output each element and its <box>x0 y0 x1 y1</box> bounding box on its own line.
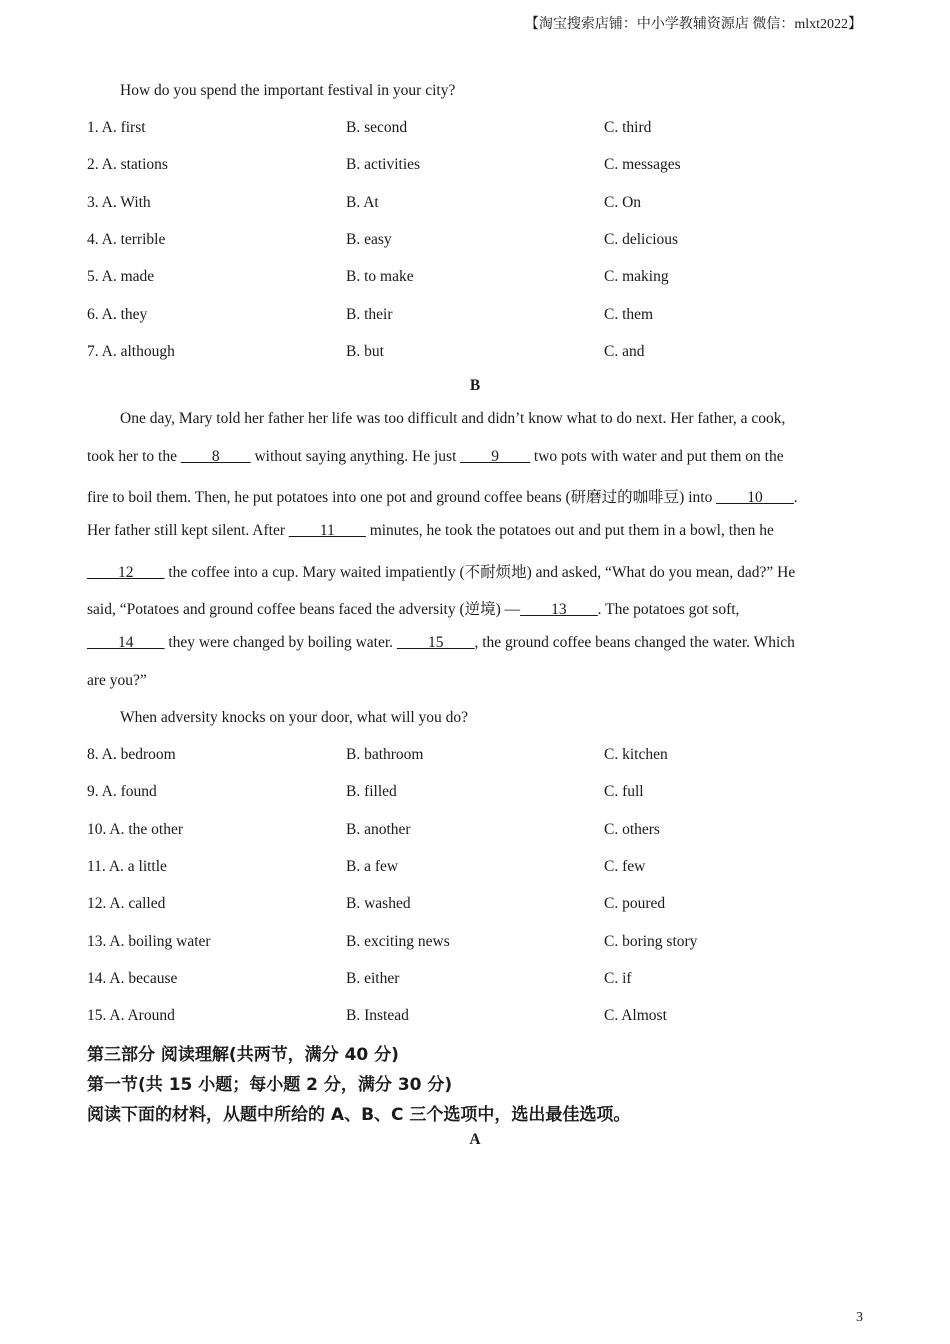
question-row-4 <box>87 231 867 253</box>
option-a[interactable]: 14. A. because <box>87 970 178 987</box>
option-c[interactable]: C. others <box>604 821 660 838</box>
question-row-11 <box>87 858 867 880</box>
option-c[interactable]: C. On <box>604 194 642 211</box>
question-row-8 <box>87 746 867 768</box>
option-b[interactable]: B. bathroom <box>346 746 424 763</box>
blank-8: ____8____ <box>180 448 251 465</box>
option-c[interactable]: C. few <box>604 858 646 875</box>
option-a[interactable]: 8. A. bedroom <box>87 746 176 763</box>
option-c[interactable]: C. them <box>604 306 654 323</box>
option-b[interactable]: B. exciting news <box>346 933 450 950</box>
passage-line-7: ____14____ they were changed by boiling water. ____15____, the ground coffee beans changed the water. Which <box>87 634 795 651</box>
question-row-3 <box>87 194 867 216</box>
option-a[interactable]: 13. A. boiling water <box>87 933 211 950</box>
blank-12: ____12____ <box>87 564 165 581</box>
option-c[interactable]: C. kitchen <box>604 746 668 763</box>
part3-subtitle: 第一节(共 15 小题；每小题 2 分，满分 30 分) <box>87 1075 453 1095</box>
option-a[interactable]: 1. A. first <box>87 119 146 136</box>
blank-13: ____13____ <box>520 601 598 618</box>
option-b[interactable]: B. a few <box>346 858 399 875</box>
option-b[interactable]: B. either <box>346 970 400 987</box>
option-a[interactable]: 2. A. stations <box>87 156 168 173</box>
blank-14: ____14____ <box>87 634 165 651</box>
question-row-5 <box>87 268 867 290</box>
passage-line-5: ____12____ the coffee into a cup. Mary waited impatiently (不耐烦地) and asked, “What do you mean, dad?” He <box>87 564 796 581</box>
option-c[interactable]: C. Almost <box>604 1007 667 1024</box>
option-c[interactable]: C. delicious <box>604 231 679 248</box>
option-b[interactable]: B. washed <box>346 895 411 912</box>
blank-9: ____9____ <box>460 448 531 465</box>
option-b[interactable]: B. filled <box>346 783 397 800</box>
question-row-12 <box>87 895 867 917</box>
option-c[interactable]: C. making <box>604 268 669 285</box>
option-b[interactable]: B. to make <box>346 268 414 285</box>
option-c[interactable]: C. boring story <box>604 933 698 950</box>
option-b[interactable]: B. another <box>346 821 411 838</box>
option-a[interactable]: 11. A. a little <box>87 858 167 875</box>
passage-line-1: One day, Mary told her father her life was too difficult and didn’t know what to do next. Her father, a cook, <box>120 410 786 427</box>
option-b[interactable]: B. At <box>346 194 379 211</box>
option-c[interactable]: C. third <box>604 119 652 136</box>
option-c[interactable]: C. if <box>604 970 632 987</box>
question-row-10 <box>87 821 867 843</box>
option-b[interactable]: B. second <box>346 119 408 136</box>
intro-question: How do you spend the important festival in your city? <box>120 82 456 99</box>
option-a[interactable]: 5. A. made <box>87 268 155 285</box>
question-row-9 <box>87 783 867 805</box>
blank-15: ____15____ <box>396 634 475 651</box>
option-a[interactable]: 12. A. called <box>87 895 166 912</box>
option-b[interactable]: B. easy <box>346 231 392 248</box>
blank-10: ____10____ <box>716 489 794 506</box>
passage-line-6: said, “Potatoes and ground coffee beans faced the adversity (逆境) —____13____. The potatoes got soft, <box>87 601 740 618</box>
blank-11: ____11____ <box>288 522 366 539</box>
option-a[interactable]: 7. A. although <box>87 343 175 360</box>
option-c[interactable]: C. full <box>604 783 644 800</box>
option-a[interactable]: 3. A. With <box>87 194 151 211</box>
part3-instruction: 阅读下面的材料，从题中所给的 A、B、C 三个选项中，选出最佳选项。 <box>87 1105 631 1125</box>
passage-line-4: Her father still kept silent. After ____11____ minutes, he took the potatoes out and put them in a bowl, then he <box>87 522 774 539</box>
option-a[interactable]: 9. A. found <box>87 783 157 800</box>
option-a[interactable]: 6. A. they <box>87 306 148 323</box>
passage-line-3: fire to boil them. Then, he put potatoes into one pot and ground coffee beans (研磨过的咖啡豆) into ____10____. <box>87 489 798 506</box>
option-a[interactable]: 15. A. Around <box>87 1007 175 1024</box>
question-row-1 <box>87 119 867 141</box>
question-row-2 <box>87 156 867 178</box>
passage-line-9: When adversity knocks on your door, what will you do? <box>120 709 469 726</box>
page-number: 3 <box>856 1310 863 1325</box>
option-c[interactable]: C. messages <box>604 156 681 173</box>
question-row-14 <box>87 970 867 992</box>
passage-line-2: took her to the ____8____ without saying anything. He just ____9____ two pots with water and put them on the <box>87 448 784 465</box>
option-c[interactable]: C. and <box>604 343 645 360</box>
option-a[interactable]: 10. A. the other <box>87 821 183 838</box>
question-row-7 <box>87 343 867 365</box>
option-a[interactable]: 4. A. terrible <box>87 231 166 248</box>
option-b[interactable]: B. their <box>346 306 393 323</box>
passage-line-8: are you?” <box>87 672 147 689</box>
question-row-15 <box>87 1007 867 1029</box>
section-b-title: B <box>469 377 481 394</box>
section-a-title: A <box>469 1131 481 1148</box>
option-c[interactable]: C. poured <box>604 895 666 912</box>
option-b[interactable]: B. but <box>346 343 384 360</box>
question-row-13 <box>87 933 867 955</box>
part3-title: 第三部分 阅读理解(共两节，满分 40 分) <box>87 1045 399 1065</box>
question-row-6 <box>87 306 867 328</box>
option-b[interactable]: B. Instead <box>346 1007 409 1024</box>
page-header: 【淘宝搜索店铺：中小学教辅资源店 微信：mlxt2022】 <box>524 17 862 32</box>
option-b[interactable]: B. activities <box>346 156 421 173</box>
